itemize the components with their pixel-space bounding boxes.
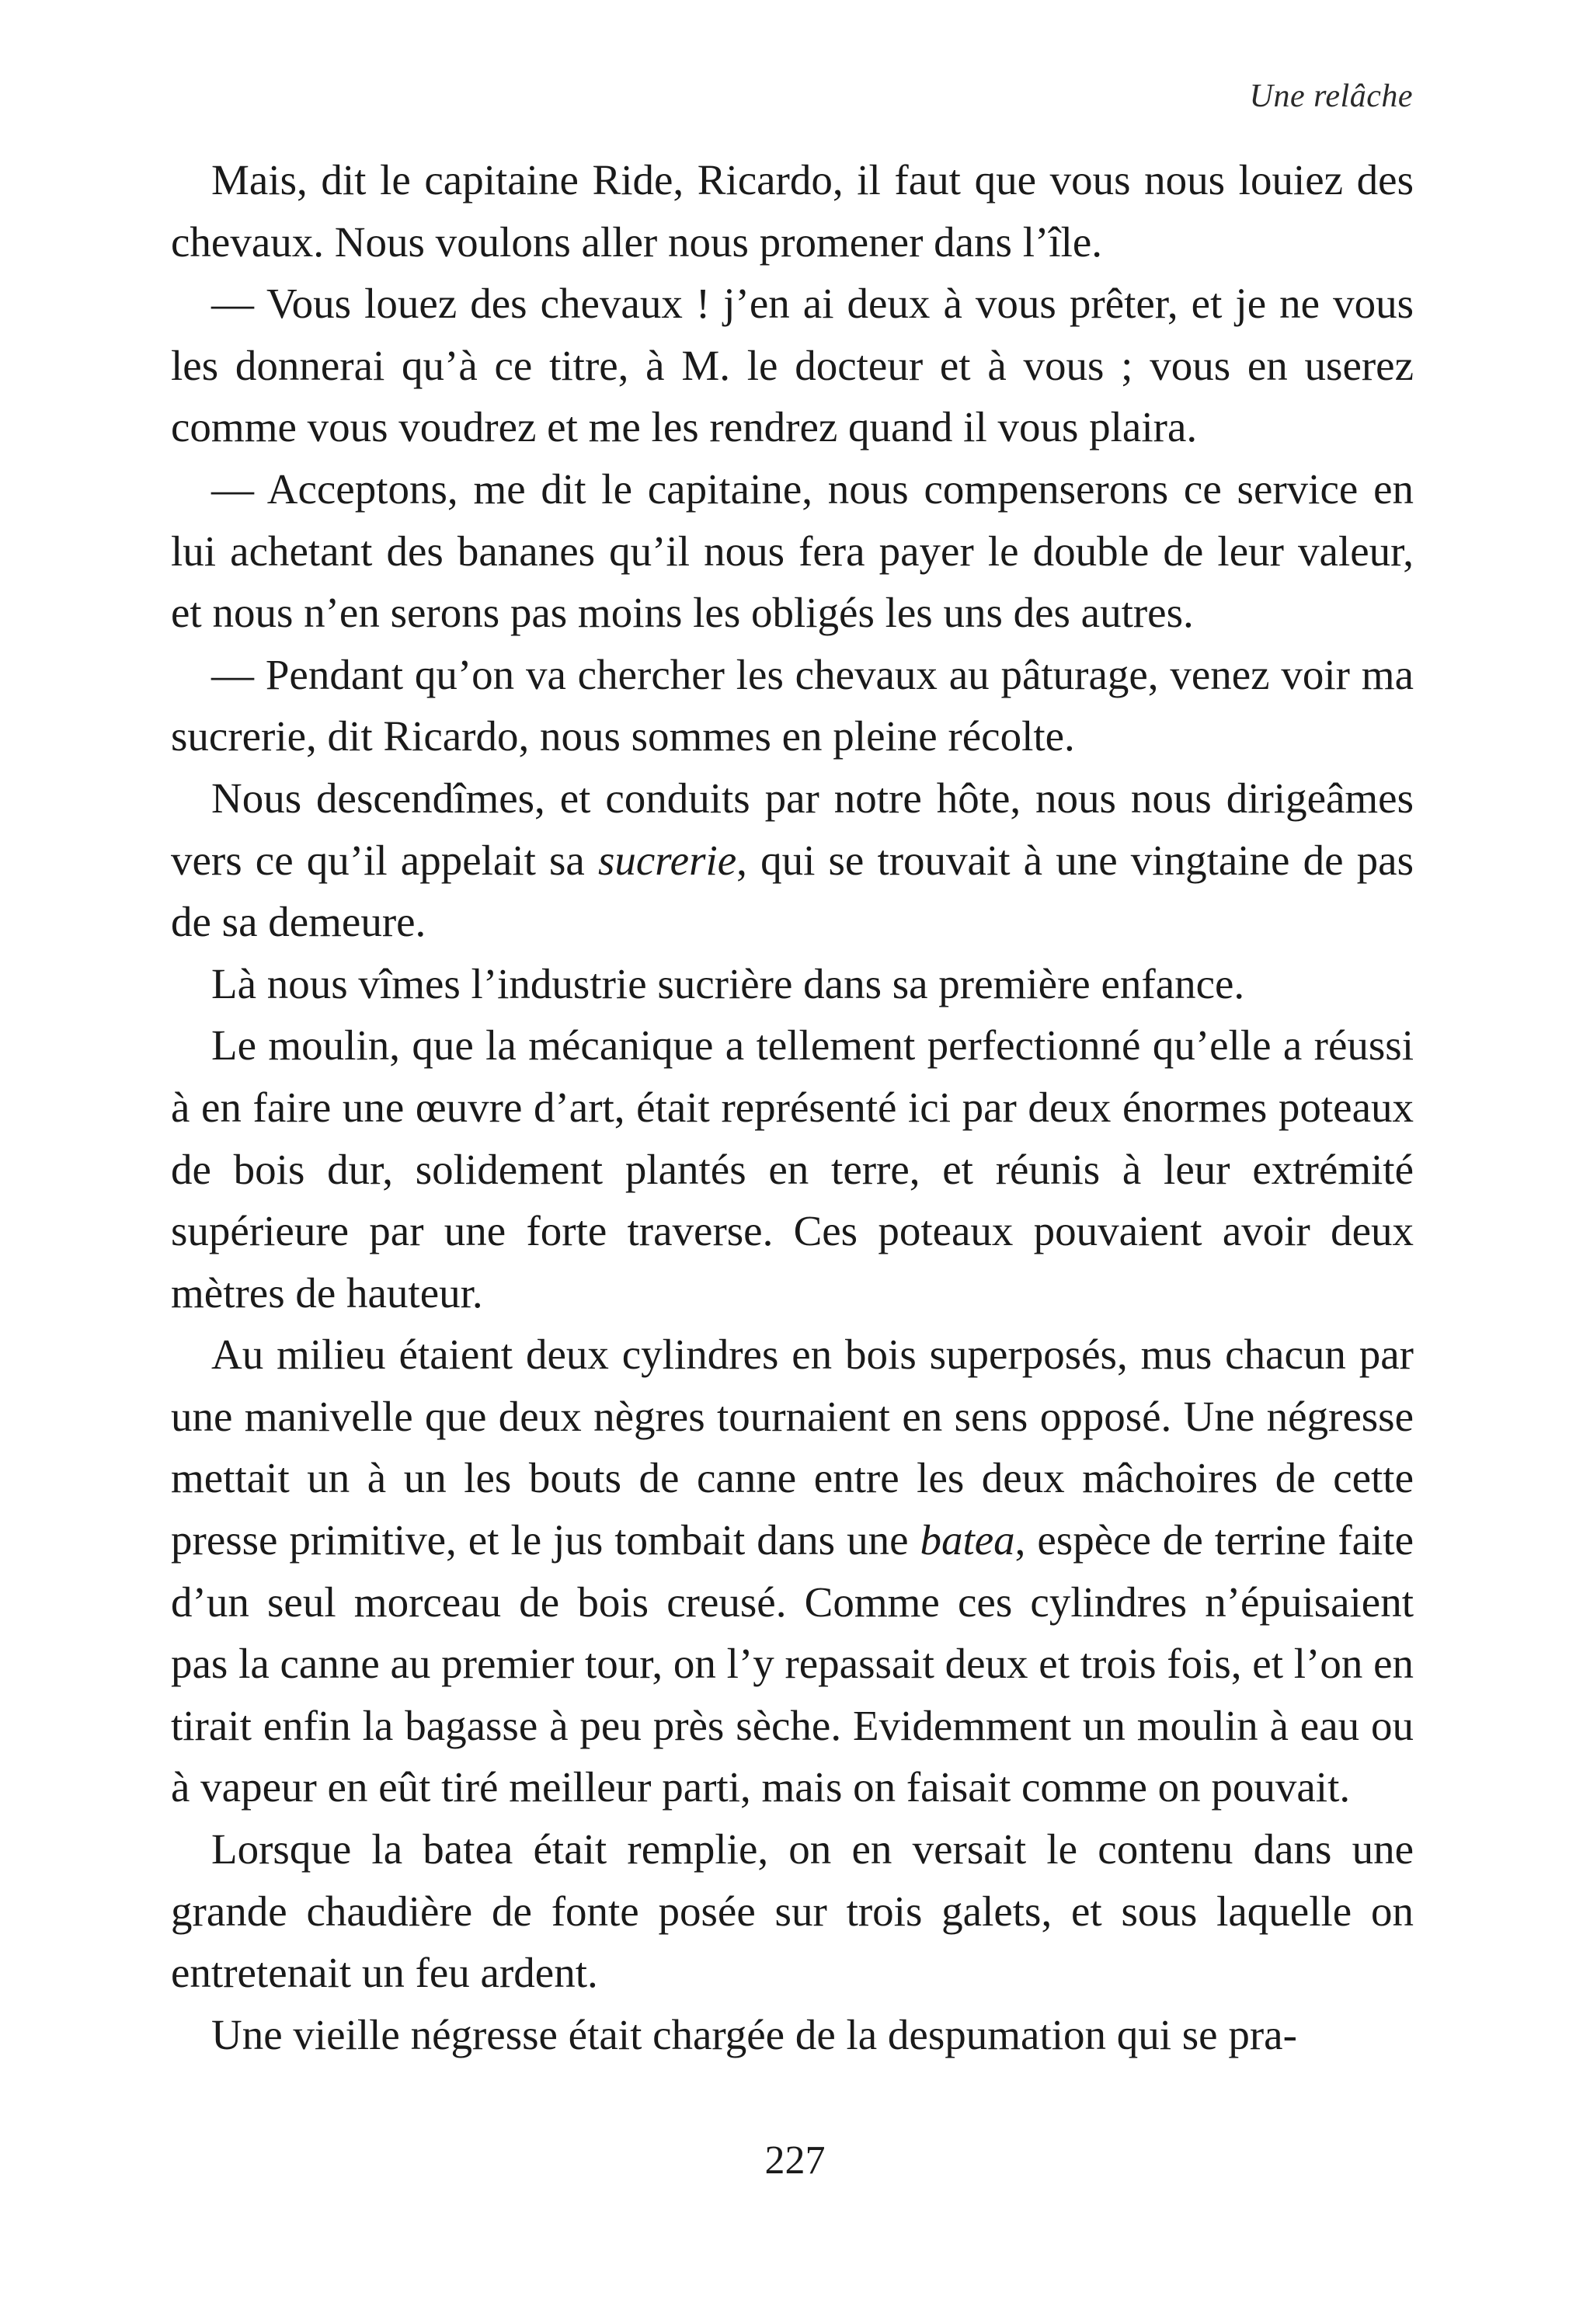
paragraph-1: Mais, dit le capitaine Ride, Ricardo, il faut que vous nous louiez des chevaux. Nous voulons aller nous promener dans l’île. [171,156,1414,266]
paragraph-8-italic-word: batea [920,1516,1015,1564]
paragraph-8-text-after: , espèce de terrine faite d’un seul morceau de bois creusé. Comme ces cylindres n’épuisaient pas la canne au premier tour, on l’y repassait deux et trois fois, et l’on en tirait enfin la bagasse à peu près sèche. Evidemment un moulin à eau ou à vapeur en eût tiré meilleur parti, mais on faisait comme on pouvait. [171,1516,1414,1811]
body-text [171,149,1414,2065]
paragraph-2: — Vous louez des chevaux ! j’en ai deux à vous prêter, et je ne vous les donnerai qu’à ce titre, à M. le docteur et à vous ; vous en userez comme vous voudrez et me les rendrez quand il vous plaira. [171,280,1414,451]
paragraph-4: — Pendant qu’on va chercher les chevaux au pâturage, venez voir ma sucrerie, dit Ricardo, nous sommes en pleine récolte. [171,650,1414,760]
paragraph-5-text-before: Nous descendîmes, et conduits par notre hôte, nous nous dirigeâmes vers ce qu’il appelait sa [171,774,1414,884]
paragraph-5-text-after: , qui se trouvait à une vingtaine de pas de sa demeure. [171,836,1414,946]
running-head: Une relâche [1249,78,1413,114]
page-number: 227 [764,2138,826,2183]
paragraph-5-italic-word: sucrerie [597,836,737,884]
paragraph-8-text-before: Au milieu étaient deux cylindres en bois superposés, mus chacun par une manivelle que deux nègres tournaient en sens opposé. Une négresse mettait un à un les bouts de canne entre les deux mâchoires de cette presse primitive, et le jus tombait dans une [171,1331,1414,1564]
paragraph-10: Une vieille négresse était chargée de la despumation qui se pra- [211,2010,1297,2058]
paragraph-8 [171,1324,1414,1818]
paragraph-6: Là nous vîmes l’industrie sucrière dans sa première enfance. [211,959,1245,1007]
paragraph-3: — Acceptons, me dit le capitaine, nous compenserons ce service en lui achetant des bananes qu’il nous fera payer le double de leur valeur, et nous n’en serons pas moins les obligés les uns des autres. [171,464,1414,637]
paragraph-7: Le moulin, que la mécanique a tellement perfectionné qu’elle a réussi à en faire une œuvre d’art, était représenté ici par deux énormes poteaux de bois dur, solidement plantés en terre, et réunis à leur extrémité supérieure par une forte traverse. Ces poteaux pouvaient avoir deux mètres de hauteur. [171,1021,1414,1317]
paragraph-5 [171,767,1414,953]
paragraph-9: Lorsque la batea était remplie, on en versait le contenu dans une grande chaudière de fonte posée sur trois galets, et sous laquelle on entretenait un feu ardent. [171,1825,1414,1997]
